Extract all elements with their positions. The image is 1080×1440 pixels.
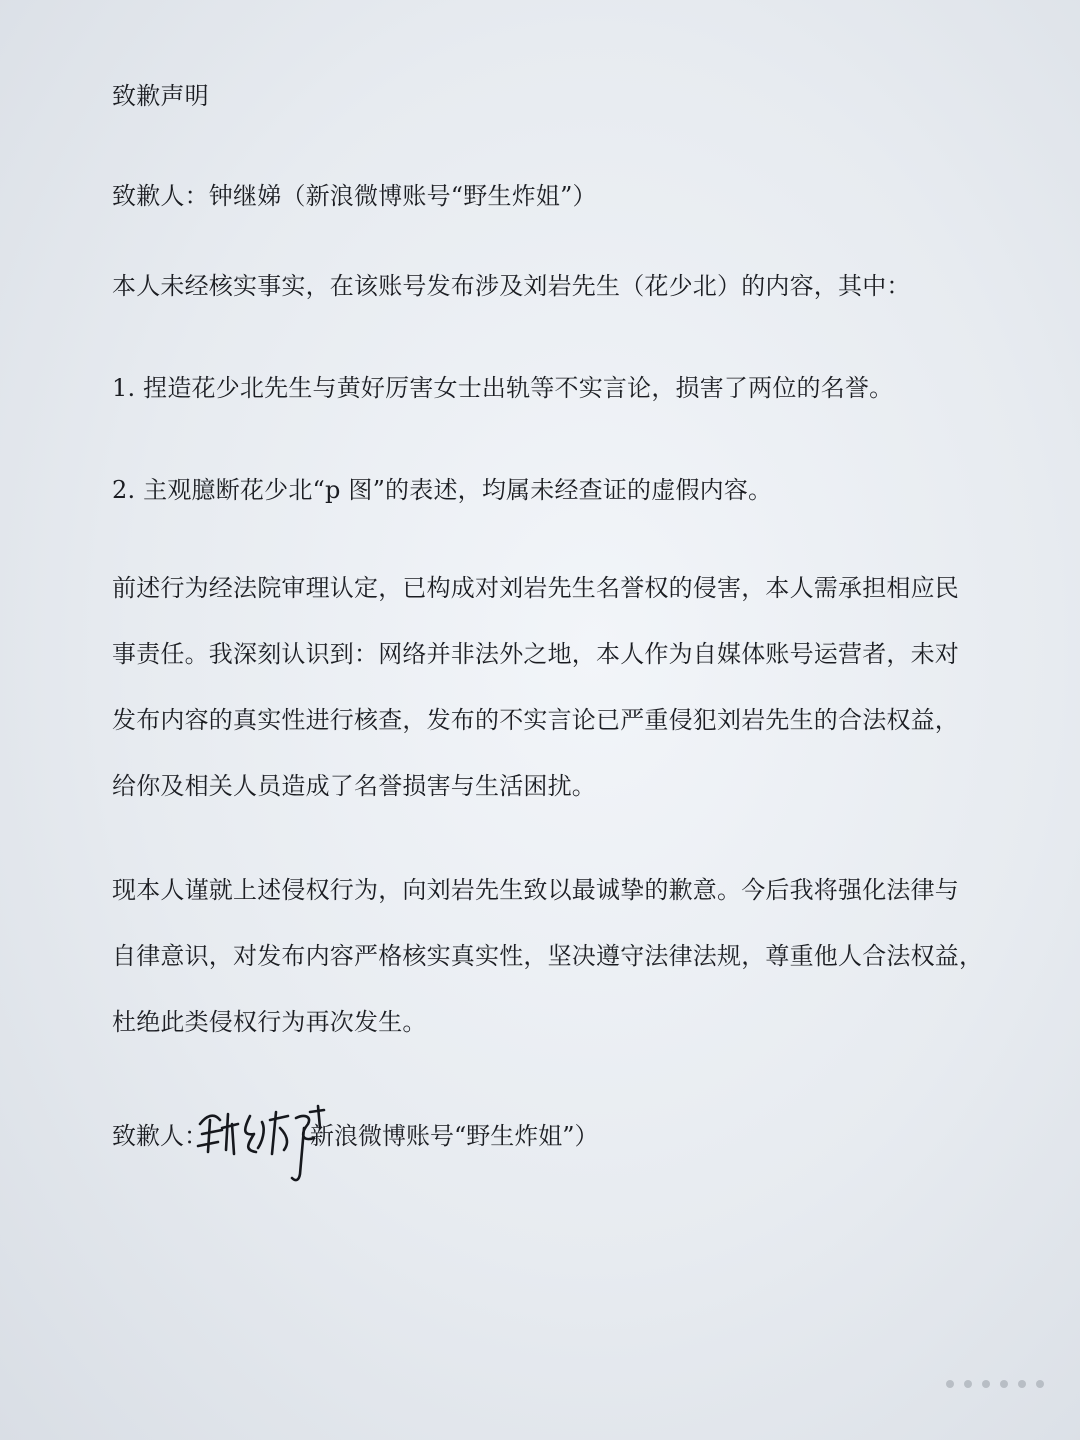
signature-row [112, 1100, 812, 1190]
list-item-2: 2. 主观臆断花少北“p 图”的表述，均属未经查证的虚假内容。 [112, 476, 773, 504]
paragraph-2-line-1: 现本人谨就上述侵权行为，向刘岩先生致以最诚挚的歉意。今后我将强化法律与 [112, 876, 959, 904]
paragraph-1-line-1: 前述行为经法院审理认定，已构成对刘岩先生名誉权的侵害，本人需承担相应民 [112, 574, 959, 602]
paragraph-1-line-4: 给你及相关人员造成了名誉损害与生活困扰。 [112, 772, 596, 800]
paragraph-2-line-3: 杜绝此类侵权行为再次发生。 [112, 1008, 427, 1036]
paragraph-1-line-3: 发布内容的真实性进行核查，发布的不实言论已严重侵犯刘岩先生的合法权益， [112, 706, 959, 734]
paragraph-1-line-2: 事责任。我深刻认识到：网络并非法外之地，本人作为自媒体账号运营者，未对 [112, 640, 959, 668]
list-item-1: 1. 捏造花少北先生与黄好厉害女士出轨等不实言论，损害了两位的名誉。 [112, 374, 894, 402]
signature-suffix: 新浪微博账号“野生炸姐”） [310, 1122, 599, 1150]
apologizer-line: 致歉人：钟继娣（新浪微博账号“野生炸姐”） [112, 182, 597, 210]
signature-prefix: 致歉人： [112, 1122, 208, 1150]
watermark-dots-icon [942, 1374, 1052, 1394]
intro-paragraph: 本人未经核实事实，在该账号发布涉及刘岩先生（花少北）的内容，其中： [112, 272, 911, 300]
paragraph-2-line-2: 自律意识，对发布内容严格核实真实性，坚决遵守法律法规，尊重他人合法权益， [112, 942, 984, 970]
document-title: 致歉声明 [112, 82, 209, 110]
